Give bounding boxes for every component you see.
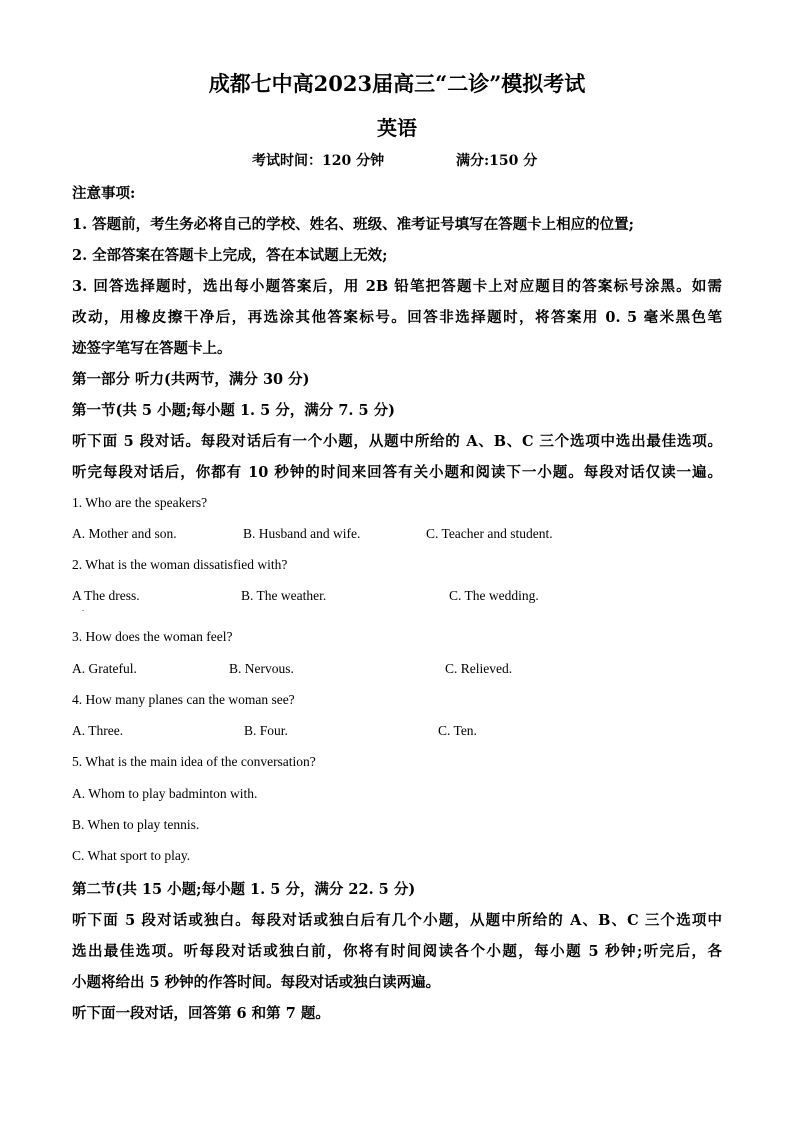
question-2-option-c: C. The wedding. — [449, 588, 539, 603]
section2-instructions-line-2: 选出最佳选项。听每段对话或独白前，你将有时间阅读各个小题，每小题 5 秒钟;听完后，各 — [72, 943, 722, 960]
section1-instructions-line-1: 听下面 5 段对话。每段对话后有一个小题，从题中所给的 A、B、C 三个选项中选出最佳选项。 — [72, 433, 722, 450]
question-3-option-a: A. Grateful. — [72, 661, 137, 676]
question-5-stem: 5. What is the main idea of the conversation? — [72, 754, 316, 769]
question-3-stem: 3. How does the woman feel? — [72, 629, 233, 644]
question-5-option-b: B. When to play tennis. — [72, 817, 200, 832]
exam-time: 考试时间：120 分钟 — [252, 153, 385, 169]
note-item-3-line-2: 改动，用橡皮擦干净后，再选涂其他答案标号。回答非选择题时，将答案用 0. 5 毫米黑色笔 — [72, 309, 722, 326]
section2-instructions-line-3: 小题将给出 5 秒钟的作答时间。每段对话或独白读两遍。 — [72, 974, 441, 991]
question-1-option-b: B. Husband and wife. — [243, 526, 361, 541]
section1-instructions-line-2: 听完每段对话后，你都有 10 秒钟的时间来回答有关小题和阅读下一小题。每段对话仅读一遍。 — [72, 464, 722, 481]
question-3-option-b: B. Nervous. — [229, 661, 294, 676]
question-2-stem: 2. What is the woman dissatisfied with? — [72, 557, 288, 572]
exam-title: 成都七中高2023届高三“二诊”模拟考试 — [208, 71, 586, 96]
part1-heading: 第一部分 听力(共两节，满分 30 分) — [72, 371, 310, 388]
question-4-stem: 4. How many planes can the woman see? — [72, 692, 295, 707]
note-item-1: 1. 答题前，考生务必将自己的学校、姓名、班级、准考证号填写在答题卡上相应的位置; — [72, 216, 635, 233]
question-4-option-b: B. Four. — [244, 723, 288, 738]
question-4-option-a: A. Three. — [72, 723, 124, 738]
subject-title: 英语 — [377, 116, 417, 140]
question-1-option-c: C. Teacher and student. — [426, 526, 553, 541]
notes-heading: 注意事项: — [72, 185, 136, 202]
exam-score: 满分:150 分 — [456, 153, 538, 169]
section2-heading: 第二节(共 15 小题;每小题 1. 5 分，满分 22. 5 分) — [72, 881, 416, 898]
note-item-2: 2. 全部答案在答题卡上完成，答在本试题上无效; — [72, 247, 388, 264]
section1-heading: 第一节(共 5 小题;每小题 1. 5 分，满分 7. 5 分) — [72, 402, 395, 419]
question-4-option-c: C. Ten. — [438, 723, 477, 738]
section2-instructions-line-4: 听下面一段对话，回答第 6 和第 7 题。 — [72, 1005, 330, 1022]
question-5-option-c: C. What sport to play. — [72, 848, 191, 863]
question-5-option-a: A. Whom to play badminton with. — [72, 786, 258, 801]
question-3-option-c: C. Relieved. — [445, 661, 513, 676]
question-2-option-a: A The dress. — [72, 588, 140, 603]
question-1-stem: 1. Who are the speakers? — [72, 495, 208, 510]
note-item-3-line-3: 迹签字笔写在答题卡上。 — [72, 340, 232, 357]
question-2-option-b: B. The weather. — [241, 588, 327, 603]
note-item-3-line-1: 3. 回答选择题时，选出每小题答案后，用 2B 铅笔把答题卡上对应题目的答案标号涂黑。如需 — [72, 278, 722, 295]
section2-instructions-line-1: 听下面 5 段对话或独白。每段对话或独白后有几个小题，从题中所给的 A、B、C 三个选项中 — [72, 912, 722, 929]
stray-dot-mark: . — [82, 604, 84, 613]
question-1-option-a: A. Mother and son. — [72, 526, 177, 541]
